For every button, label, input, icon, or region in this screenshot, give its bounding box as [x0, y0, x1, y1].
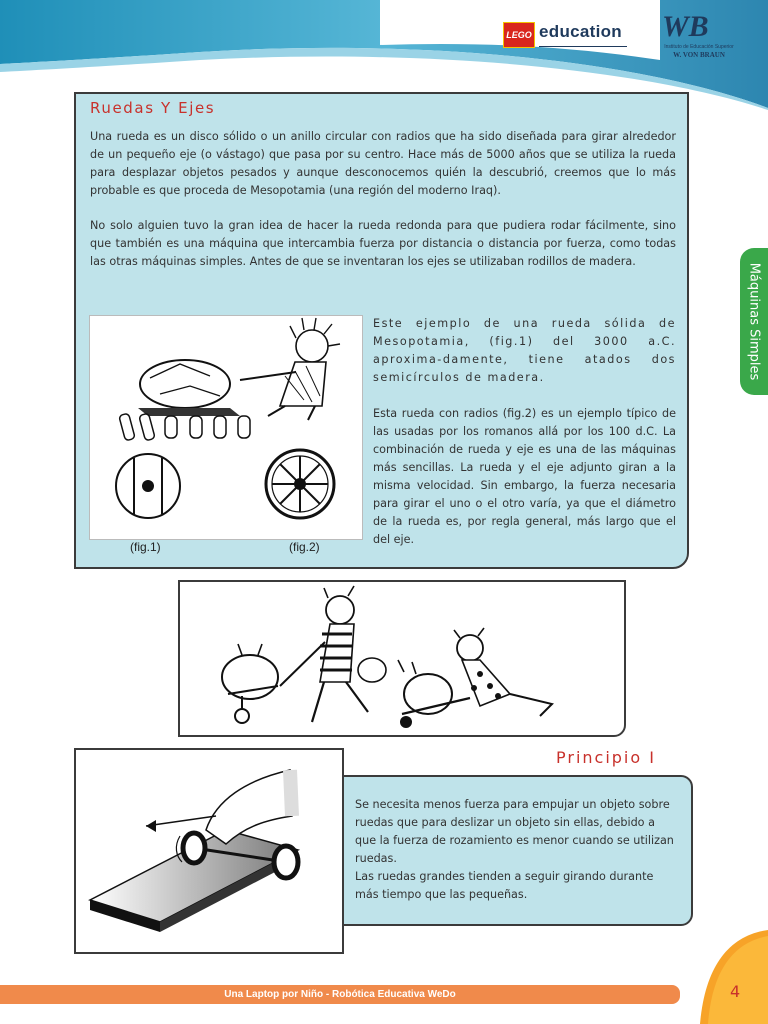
wheel-axle-drawing — [76, 750, 342, 952]
intro-paragraph-2: No solo alguien tuvo la gran idea de hacer la rueda redonda para que pudiera rodar fácilmente, sino que también es una máquina que intercambia fuerza por distancia o distancia por fuerza, como todas las otras máquinas simples. Antes de que se inventaran los ejes se utilizaban rodillos de madera. — [90, 219, 676, 268]
section-title: Ruedas Y Ejes — [90, 99, 216, 117]
wvb-logo-name: W. VON BRAUN — [673, 51, 725, 59]
principle-title: Principio I — [556, 748, 656, 767]
lego-logo: LEGO — [503, 22, 535, 48]
intro-paragraph-1: Una rueda es un disco sólido o un anillo circular con radios que ha sido diseñada para girar alrededor de un pequeño eje (o vástago) que pasa por su centro. Hace más de 5000 años que se utiliza la rueda para desplazar objetos pesados y aunque desconocemos quién la descubrió, creemos que lo más probable es que proceda de Mesopotamia (una región del moderno Iraq). — [90, 130, 676, 197]
cartoon-illustration — [178, 580, 626, 737]
wvb-logo-subtitle: Instituto de Educación Superior — [664, 44, 734, 50]
page-corner-decoration — [700, 930, 768, 1024]
page-number: 4 — [730, 982, 741, 1001]
roman-wheel-paragraph: Esta rueda con radios (fig.2) es un ejemplo típico de las usadas por los romanos allá por los 100 d.C. La combinación de rueda y eje es una de las máquinas más sencillas. La rueda y el eje adjunto giran a la misma velocidad. Sin embargo, la fuerza necesaria para girar el uno o el otro varía, ya que el diámetro de la rueda es, por regla general, más largo que el del eje. — [373, 407, 676, 546]
wheels-drawing — [90, 316, 362, 539]
wheel-axle-illustration — [74, 748, 344, 954]
principle-paragraph: Se necesita menos fuerza para empujar un objeto sobre ruedas que para deslizar un objeto sin ellas, debido a que la fuerza de rozamiento es menor cuando se utilizan ruedas. Las ruedas grandes tienden a seguir girando durante más tiempo que las pequeñas. — [355, 798, 674, 901]
ancient-wheels-illustration — [89, 315, 363, 540]
education-wordmark: education — [539, 22, 622, 41]
fig2-caption: (fig.2) — [289, 540, 320, 554]
fig1-caption: (fig.1) — [130, 540, 161, 554]
footer-text: Una Laptop por Niño - Robótica Educativa WeDo — [224, 989, 456, 1000]
side-tab-label: Máquinas Simples — [746, 262, 762, 381]
mesopotamia-paragraph: Este ejemplo de una rueda sólida de Mesopotamia, (fig.1) del 3000 a.C. aproxima-damente, tiene atados dos semicírculos de madera. — [373, 317, 676, 384]
wordmark-underline — [539, 46, 627, 47]
wvb-logo-monogram: WB — [662, 10, 709, 43]
cartoon-drawing — [180, 582, 624, 735]
